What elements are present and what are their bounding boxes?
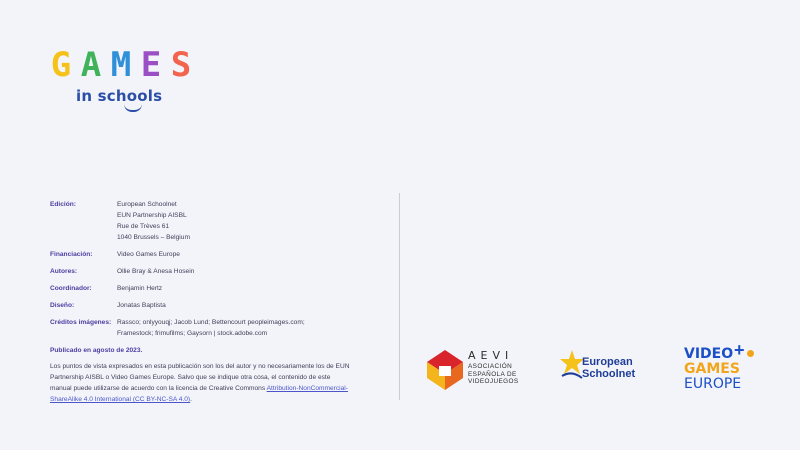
aevi-subtitle: ASOCIACIÓN ESPAÑOLA DE VIDEOJUEGOS [468, 363, 519, 386]
credit-value-line: EUN Partnership AISBL [117, 212, 187, 219]
credit-value [117, 317, 357, 339]
logo-letter: S [170, 45, 192, 85]
logo-letter: A [80, 45, 102, 85]
star-icon [560, 348, 584, 380]
logo-subtitle: in schools [76, 87, 163, 105]
credit-value-line: European Schoolnet [117, 201, 177, 208]
games-in-schools-logo [48, 45, 208, 110]
credit-label: Créditos imágenes: [50, 319, 112, 326]
credit-value-line: Rue de Trèves 61 [117, 223, 170, 230]
logo-smile [124, 104, 142, 112]
disclaimer-text: Los puntos de vista expresados en esta publicación son los del autor y no necesariamente los de EUN Partnership AISBL o Video Games Europe. Salvo que se indique otra cosa, el contenido de este manual puede utilizarse de acuerdo con la licencia de Creative Commons [50, 363, 350, 392]
disclaimer [50, 361, 350, 405]
credit-value-line: Ollie Bray & Anesa Hosein [117, 268, 195, 275]
video-games-europe-logo [684, 342, 760, 396]
logo-letters [48, 45, 208, 85]
aevi-logo [423, 348, 533, 394]
aevi-emblem-icon [423, 348, 467, 392]
credit-value-line: Video Games Europe [117, 251, 180, 258]
publication-date: Publicado en agosto de 2023. [50, 347, 143, 354]
credit-value [117, 199, 357, 243]
disclaimer-end: . [190, 396, 192, 403]
license-link[interactable]: Attribution-NonCommercial-ShareAlike 4.0 International (CC BY-NC-SA 4.0) [50, 385, 348, 403]
vge-line-1: VIDEO [684, 346, 734, 362]
esn-line-1: European [582, 356, 633, 368]
credit-label: Autores: [50, 268, 78, 275]
credit-label: Edición: [50, 201, 77, 208]
credit-label: Diseño: [50, 302, 75, 309]
european-schoolnet-logo [560, 348, 660, 382]
plus-icon: + [734, 340, 745, 360]
credit-value [117, 300, 357, 311]
credit-label: Financiación: [50, 251, 93, 258]
credit-value-line: Rassco; onlyyouqj; Jacob Lund; Bettencourt peopleimages.com; [117, 319, 305, 326]
credit-label: Coordinador: [50, 285, 92, 292]
credit-value-line: Framestock; frimufilms; Gaysorn | stock.adobe.com [117, 330, 268, 337]
credit-value-line: 1040 Brussels – Belgium [117, 234, 190, 241]
credit-value-line: Jonatas Baptista [117, 302, 166, 309]
aevi-name: AEVI [468, 349, 514, 362]
credit-value [117, 283, 357, 294]
esn-line-2: Schoolnet [582, 368, 636, 380]
vertical-divider [399, 193, 400, 400]
credit-value [117, 249, 357, 260]
dot-icon [747, 350, 754, 357]
logo-letter: G [50, 45, 72, 85]
logo-letter: E [140, 45, 162, 85]
vge-line-3: EUROPE [684, 376, 742, 392]
vge-line-2: GAMES [684, 361, 740, 377]
credit-value [117, 266, 357, 277]
logo-letter: M [110, 45, 132, 85]
credit-value-line: Benjamin Hertz [117, 285, 163, 292]
